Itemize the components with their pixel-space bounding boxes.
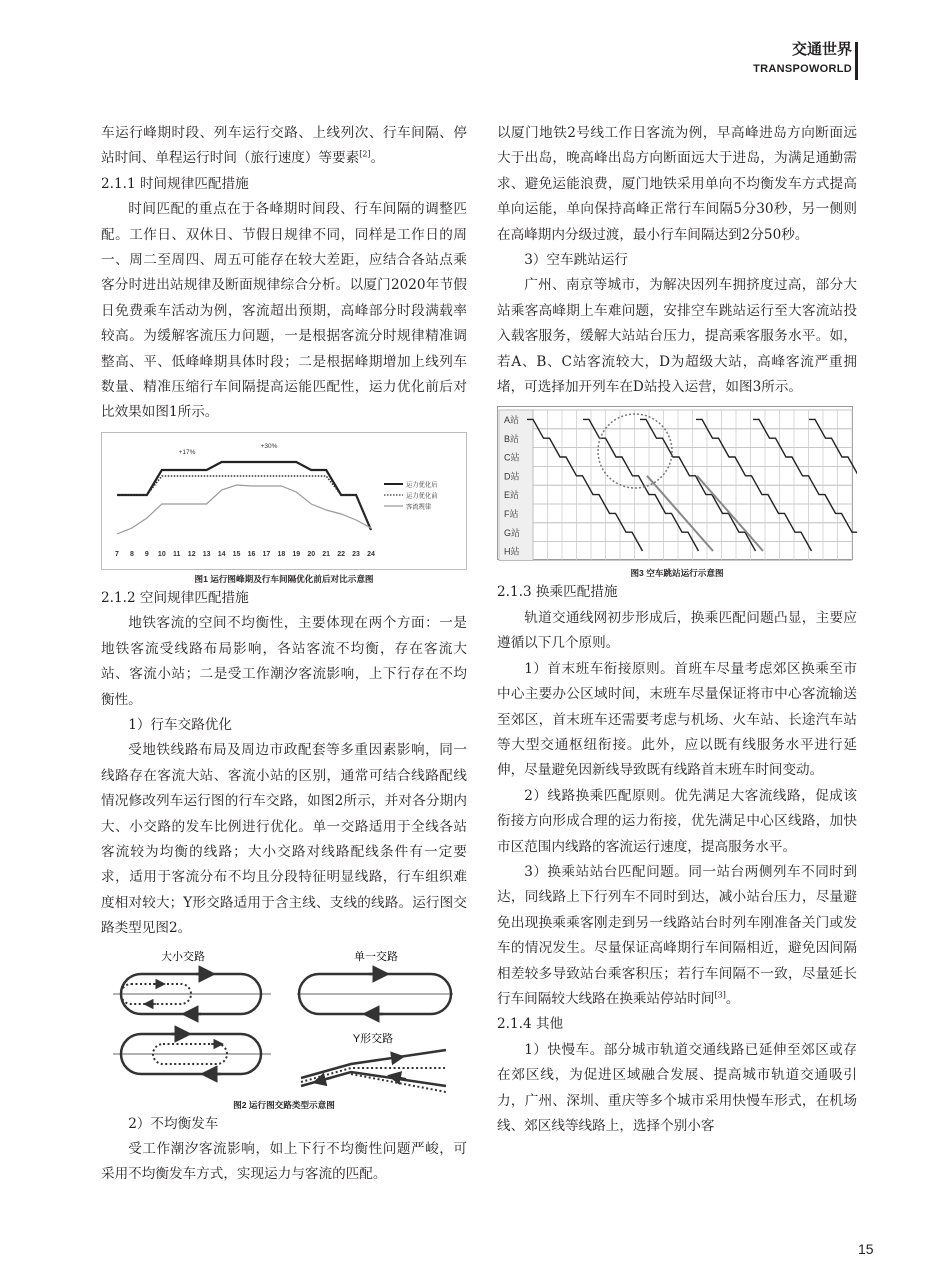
figure-3-caption: 图3 空车跳站运行示意图: [630, 568, 724, 579]
paragraph: 受工作潮汐客流影响，如上下行不均衡性问题严峻，可采用不均衡发车方式，实现运力与客流的匹配。: [101, 1140, 467, 1183]
list-item-heading: 3）空车跳站运行: [524, 252, 628, 269]
figure-2: [101, 946, 467, 1112]
big-small-route-diagram-1: [113, 974, 271, 1014]
station-label: A站: [504, 415, 520, 426]
figure-2-caption: 图2 运行图交路类型示意图: [233, 1099, 335, 1110]
label-y-route: Y形交路: [352, 1032, 394, 1045]
paragraph: 2）线路换乘匹配原则。优先满足大客流线路，促成该衔接方向形成合理的运力衔接，优先满足中心区线路，加快市区范围内线路的客流运行速度，提高服务水平。: [497, 787, 857, 855]
figure-3-diagram: [497, 406, 857, 564]
x-tick-label: 18: [277, 550, 286, 558]
x-tick-label: 10: [157, 550, 166, 558]
x-tick-label: 22: [337, 550, 346, 558]
page-number: 15: [858, 1241, 874, 1257]
paragraph: 轨道交通线网初步形成后，换乘匹配问题凸显，主要应遵循以下几个原则。: [497, 609, 857, 652]
diagram-frame: [498, 407, 853, 560]
station-label: H站: [504, 547, 520, 558]
label-single-route: 单一交路: [354, 950, 398, 963]
station-label: D站: [504, 471, 520, 482]
paragraph: 受地铁线路布局及周边市政配套等多重因素影响，同一线路存在客流大站、客流小站的区别，通常可结合线路配线情况修改列车运行图的行车交路，如图2所示，并对各分期内大、小交路的发车比例进行优化。单一交路适用于全线各站客流较为均衡的线路；大小交路对线路配线条件有一定要求，适用于客流分布不均且分段特征明显线路，行车组织难度相对较大；Y形交路适用于含主线、支线的线路。运行图交路类型见图2。: [101, 742, 467, 937]
paragraph: 广州、南京等城市，为解决因列车拥挤度过高，部分大站乘客高峰期上车难问题，安排空车跳站运行至大客流站投入载客服务，缓解大站站台压力，提高乘客服务水平。如，若A、B、C站客流较大，D为超级大站，高峰客流严重拥堵，可选择加开列车在D站投入运营，如图3所示。: [497, 277, 857, 396]
left-column: [101, 121, 467, 1188]
x-tick-label: 7: [115, 550, 119, 558]
x-tick-label: 8: [129, 550, 134, 558]
paragraph: 3）换乘站站台匹配问题。同一站台两侧列车不同时到达，同线路上下行列车不同时到达，减小站台压力，尽量避免出现换乘乘客刚走到另一线路站台时列车刚准备关门或发车的情况发生。尽量保证高峰期行车间隔相近，避免因间隔相差较多导致站台乘客积压；若行车间隔不一致，尽量延长行车间隔较大线路在换乘站停站时间[3]。: [497, 863, 857, 1007]
x-tick-label: 17: [262, 550, 271, 558]
x-tick-label: 19: [292, 550, 301, 558]
big-small-route-diagram-2: [113, 1034, 271, 1074]
x-tick-label: 24: [367, 550, 375, 558]
section-heading-2-1-1: 2.1.1 时间规律匹配措施: [101, 175, 249, 192]
station-label: B站: [504, 434, 520, 445]
list-item-heading: 1）行车交路优化: [128, 716, 232, 733]
station-label: G站: [504, 528, 521, 539]
legend-label: 运力优化前: [406, 492, 438, 500]
paragraph: 车运行峰期时段、列车运行交路、上线列次、行车间隔、停站时间、单程运行时间（旅行速度）等要素[2]。: [101, 125, 467, 167]
journal-title-cn: 交通世界: [791, 40, 852, 58]
x-tick-label: 16: [247, 550, 256, 558]
y-route-diagram: [301, 1050, 446, 1092]
x-tick-label: 12: [187, 550, 196, 558]
station-label: E站: [504, 490, 520, 501]
x-tick-label: 21: [322, 550, 331, 558]
single-route-diagram: [297, 974, 453, 1014]
section-heading-2-1-2: 2.1.2 空间规律匹配措施: [101, 589, 249, 606]
paragraph: 地铁客流的空间不均衡性，主要体现在两个方面：一是地铁客流受线路布局影响，各站客流不均衡，存在客流大站、客流小站；二是受工作潮汐客流影响，上下行存在不均衡性。: [101, 615, 467, 708]
citation-ref[interactable]: [3]: [714, 990, 726, 1000]
paragraph: 1）快慢车。部分城市轨道交通线路已延伸至郊区或存在郊区线，为促进区域融合发展、提高城市轨道交通吸引力，广州、深圳、重庆等多个城市采用快慢车形式，在机场线、郊区线等线路上，选择个别小客: [497, 1041, 857, 1134]
annotation-plus-17: +17%: [178, 448, 196, 456]
figure-1: [101, 432, 467, 586]
x-tick-label: 9: [144, 550, 149, 558]
legend-label: 运力优化后: [406, 481, 438, 489]
section-heading-2-1-4: 2.1.4 其他: [497, 1016, 564, 1033]
figure-1-caption: 图1 运行图峰期及行车间隔优化前后对比示意图: [194, 573, 374, 584]
chart-frame: [102, 432, 467, 569]
figure-1-chart: [101, 432, 467, 570]
x-tick-label: 15: [232, 550, 241, 558]
x-tick-label: 13: [202, 550, 211, 558]
header-rule: [855, 42, 858, 80]
legend-label: 客流规律: [406, 503, 432, 511]
list-item-heading: 2）不均衡发车: [128, 1115, 219, 1132]
journal-title-en: TRANSPOWORLD: [753, 63, 852, 75]
x-tick-label: 20: [307, 550, 316, 558]
x-tick-label: 11: [173, 550, 181, 558]
x-tick-label: 14: [217, 550, 226, 558]
journal-header: [658, 40, 858, 80]
paragraph: 时间匹配的重点在于各峰期时间段、行车间隔的调整匹配。工作日、双休日、节假日规律不同，同样是工作日的周一、周二至周四、周五可能存在较大差距，应结合各站点乘客分时进出站规律及断面规律综合分析。以厦门2020年节假日免费乘车活动为例，客流超出预期，高峰部分时段满载率较高。为缓解客流压力问题，一是根据客流分时规律精准调整高、平、低峰峰期具体时段；二是根据峰期增加上线列车数量、精准压缩行车间隔提高运能匹配性，运力优化前后对比效果如图1所示。: [101, 201, 467, 421]
right-column: [497, 121, 857, 1139]
paragraph: 以厦门地铁2号线工作日客流为例，早高峰进岛方向断面远大于出岛，晚高峰出岛方向断面远大于进岛，为满足通勤需求、避免运能浪费，厦门地铁采用单向不均衡发车方式提高单向运能，单向保持高峰正常行车间隔5分30秒，另一侧则在高峰期内分级过渡，最小行车间隔达到2分50秒。: [497, 125, 857, 243]
figure-2-diagram: [101, 946, 467, 1096]
station-label: F站: [504, 509, 519, 520]
paragraph: 1）首末班车衔接原则。首班车尽量考虑郊区换乘至市中心主要办公区域时间，末班车尽量保证将市中心客流输送至郊区，首末班车还需要考虑与机场、火车站、长途汽车站等大型交通枢纽衔接。此外，应以既有线服务水平进行延伸，尽量避免因新线导致既有线路首末班车时间变动。: [497, 660, 857, 779]
figure-3: [497, 406, 857, 580]
label-big-small-route: 大小交路: [161, 950, 205, 963]
citation-ref[interactable]: [2]: [359, 149, 371, 159]
annotation-plus-30: +30%: [260, 442, 278, 450]
x-tick-label: 23: [352, 550, 360, 558]
section-heading-2-1-3: 2.1.3 换乘匹配措施: [497, 584, 618, 601]
station-label: C站: [504, 453, 520, 464]
